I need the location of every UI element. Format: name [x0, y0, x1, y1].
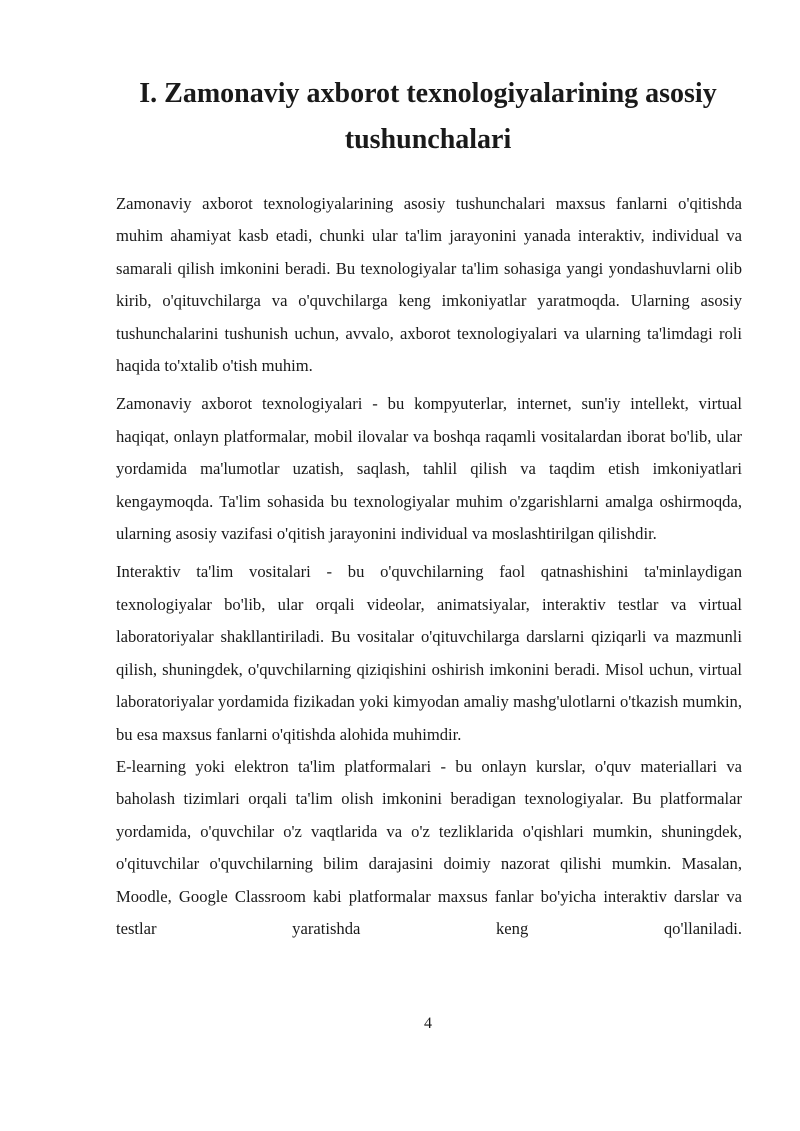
- body-text: [116, 188, 742, 945]
- paragraph: Interaktiv ta'lim vositalari - bu o'quvchilarning faol qatnashishini ta'minlaydigan texnologiyalar bo'lib, ular orqali videolar, animatsiyalar, interaktiv testlar va virtual laboratoriyalar shakllantiriladi. Bu vositalar o'qituvchilarga darslarni qiziqarli va mazmunli qilish, shuningdek, o'quvchilarning qiziqishini oshirish imkonini beradi. Misol uchun, virtual laboratoriyalar yordamida fizikadan yoki kimyodan amaliy mashg'ulotlarni o'tkazish mumkin, bu esa maxsus fanlarni o'qitishda alohida muhimdir.: [116, 562, 742, 744]
- section-title-line-2: tushunchalari: [344, 124, 512, 155]
- page-number: 4: [424, 1015, 432, 1032]
- paragraph: Zamonaviy axborot texnologiyalarining asosiy tushunchalari maxsus fanlarni o'qitishda muhim ahamiyat kasb etadi, chunki ular ta'lim jarayonini yanada interaktiv, individual va samarali qilish imkonini beradi. Bu texnologiyalar ta'lim sohasiga yangi yondashuvlarni olib kirib, o'qituvchilarga va o'quvchilarga keng imkoniyatlar yaratmoqda. Ularning asosiy tushunchalarini tushunish uchun, avvalo, axborot texnologiyalari va ularning ta'limdagi roli haqida to'xtalib o'tish muhim.: [116, 194, 742, 376]
- paragraph: E-learning yoki elektron ta'lim platformalari - bu onlayn kurslar, o'quv materiallari va baholash tizimlari orqali ta'lim olish imkonini beradigan texnologiyalar. Bu platformalar yordamida, o'quvchilar o'z vaqtlarida va o'z tezliklarida o'qishlari mumkin, shuningdek, o'qituvchilar o'quvchilarning bilim darajasini doimiy nazorat qilishi mumkin. Masalan, Moodle, Google Classroom kabi platformalar maxsus fanlar bo'yicha interaktiv darslar va testlar yaratishda keng qo'llaniladi.: [116, 756, 742, 938]
- paragraph: Zamonaviy axborot texnologiyalari - bu kompyuterlar, internet, sun'iy intellekt, virtual haqiqat, onlayn platformalar, mobil ilovalar va boshqa raqamli vositalardan iborat bo'lib, ular yordamida ma'lumotlar uzatish, saqlash, tahlil qilish va taqdim etish imkoniyatlari kengaymoqda. Ta'lim sohasida bu texnologiyalar muhim o'zgarishlarni amalga oshirmoqda, ularning asosiy vazifasi o'qitish jarayonini individual va moslashtirilgan qilishdir.: [116, 394, 742, 544]
- section-title-line-1: I. Zamonaviy axborot texnologiyalarining asosiy: [139, 78, 717, 109]
